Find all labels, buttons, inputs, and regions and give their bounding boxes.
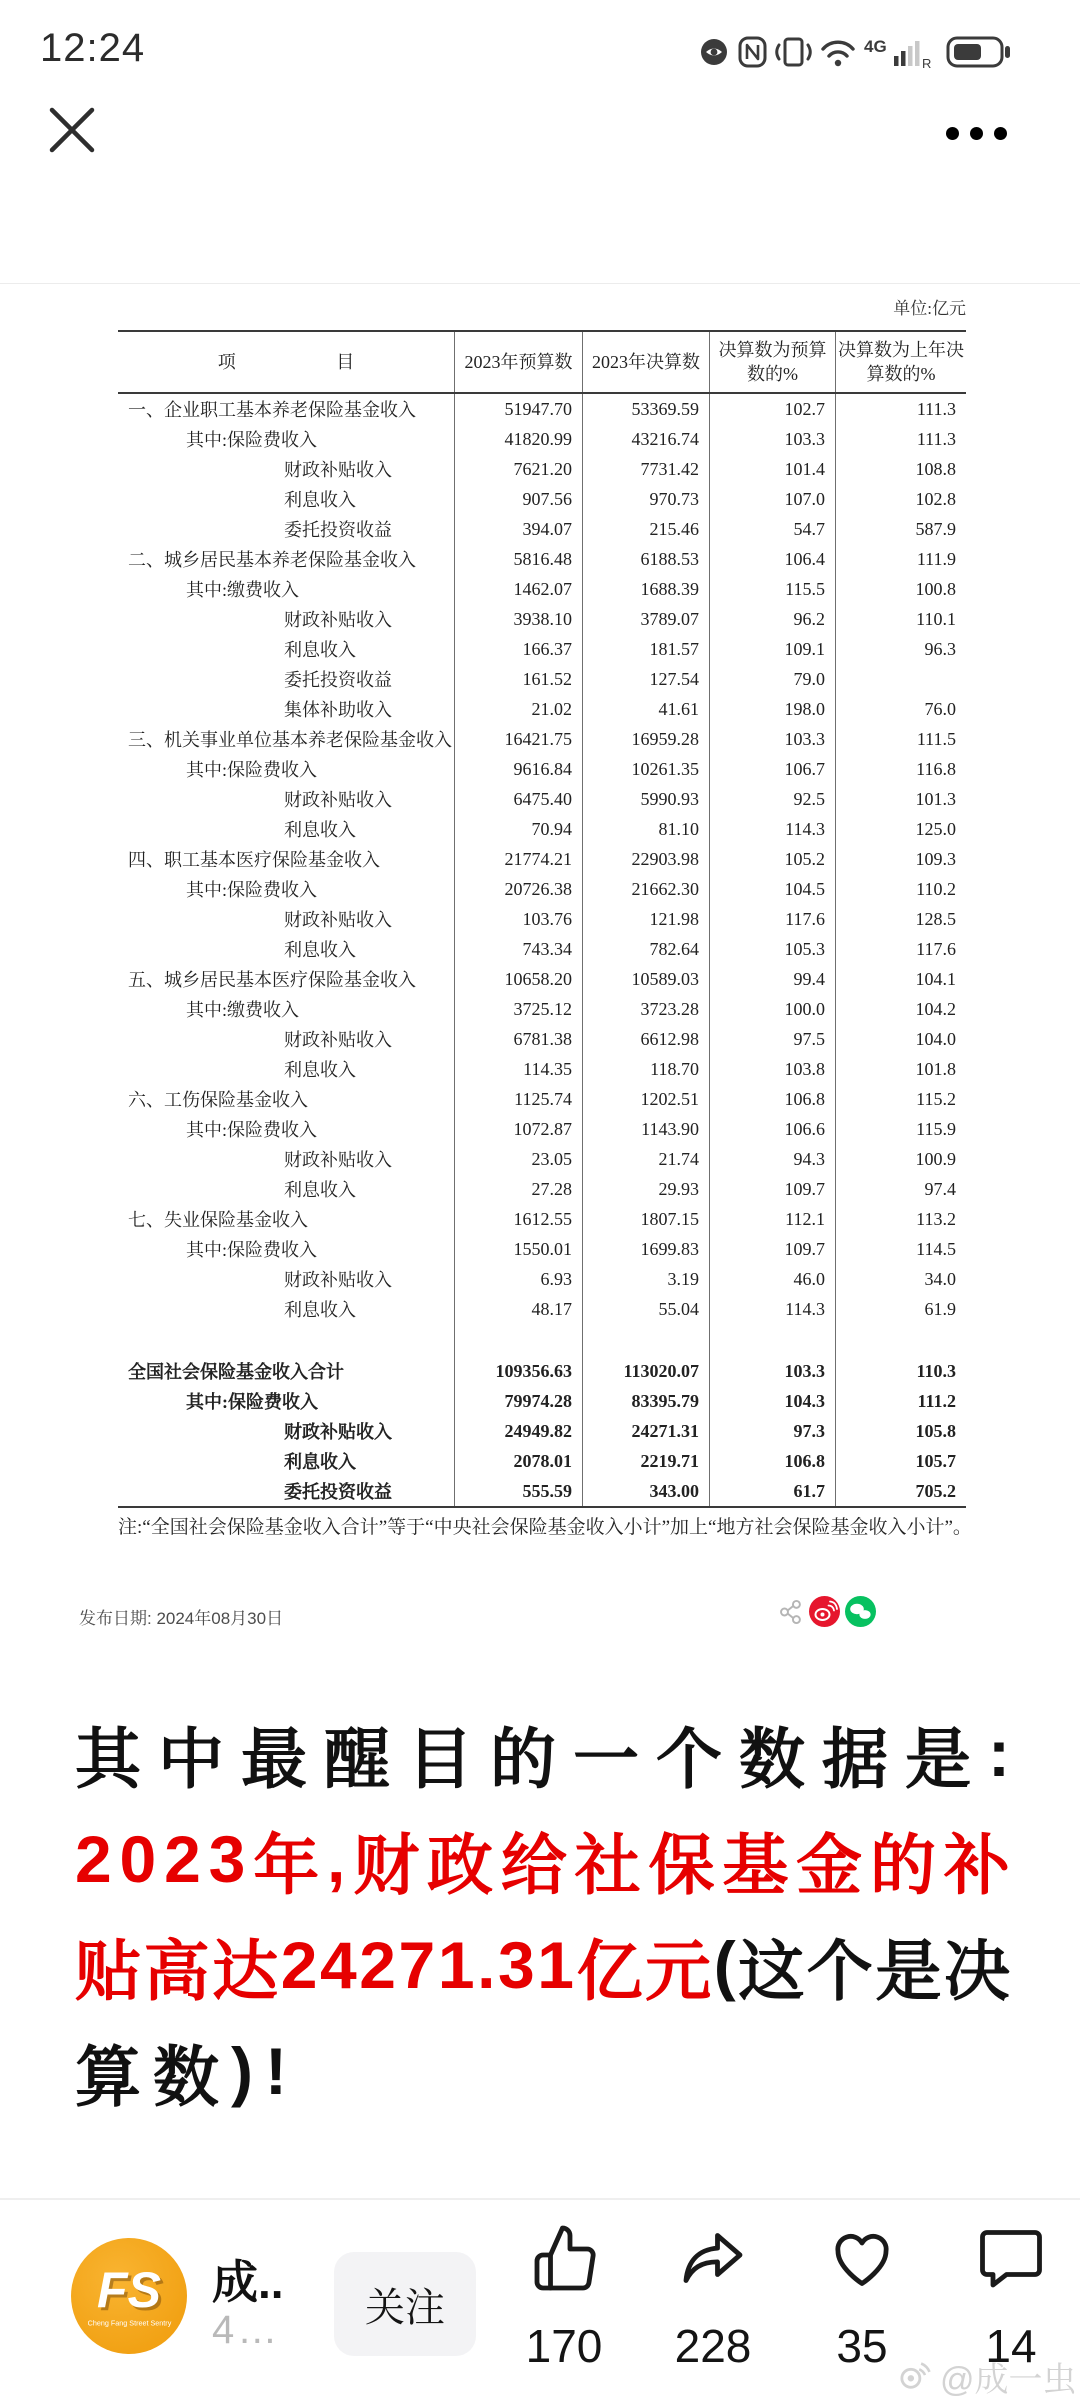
row-label: 其中:缴费收入 xyxy=(186,580,300,600)
row-label: 利息收入 xyxy=(284,940,356,960)
table-row xyxy=(118,1084,966,1114)
table-row xyxy=(118,634,966,664)
avatar[interactable] xyxy=(71,2238,187,2354)
row-value: 111.9 xyxy=(835,544,966,574)
table-row xyxy=(118,844,966,874)
row-value: 96.2 xyxy=(709,604,835,634)
row-value: 114.3 xyxy=(709,1294,835,1324)
row-value: 114.5 xyxy=(835,1234,966,1264)
engagement-bar xyxy=(505,2222,1070,2373)
row-value: 1699.83 xyxy=(582,1234,709,1264)
row-value: 51947.70 xyxy=(454,394,582,424)
table-row xyxy=(118,1386,966,1416)
column-header: 2023年决算数 xyxy=(582,332,709,392)
row-value: 118.70 xyxy=(582,1054,709,1084)
row-value: 97.4 xyxy=(835,1174,966,1204)
table-row xyxy=(118,1114,966,1144)
heart-icon xyxy=(826,2222,898,2299)
highlight-line: 贴 高 达 2 4 2 7 1 . 3 1 亿 元 ( 这 个 是 决 xyxy=(75,1928,1010,2008)
row-value: 10261.35 xyxy=(582,754,709,784)
battery-icon xyxy=(948,38,1010,66)
row-value: 115.9 xyxy=(835,1114,966,1144)
row-value: 16959.28 xyxy=(582,724,709,754)
row-value: 181.57 xyxy=(582,634,709,664)
row-value: 3789.07 xyxy=(582,604,709,634)
row-value: 103.3 xyxy=(709,424,835,454)
row-value: 1143.90 xyxy=(582,1114,709,1144)
row-label: 利息收入 xyxy=(284,640,356,660)
row-value: 23.05 xyxy=(454,1144,582,1174)
table-row xyxy=(118,514,966,544)
dot-icon xyxy=(970,127,983,140)
row-value: 215.46 xyxy=(582,514,709,544)
row-label: 财政补贴收入 xyxy=(284,1030,392,1050)
row-value: 24271.31 xyxy=(582,1416,709,1446)
row-value: 106.4 xyxy=(709,544,835,574)
share-nodes-icon[interactable] xyxy=(778,1599,804,1630)
footer-divider xyxy=(0,2198,1080,2200)
row-value: 21.74 xyxy=(582,1144,709,1174)
comment-button[interactable] xyxy=(952,2222,1070,2373)
row-value: 113.2 xyxy=(835,1204,966,1234)
row-label: 委托投资收益 xyxy=(284,670,392,690)
row-value: 111.5 xyxy=(835,724,966,754)
row-value: 970.73 xyxy=(582,484,709,514)
row-value: 6612.98 xyxy=(582,1024,709,1054)
table-row xyxy=(118,1476,966,1506)
action-count: 170 xyxy=(525,2320,603,2372)
row-value: 109.7 xyxy=(709,1174,835,1204)
row-value: 587.9 xyxy=(835,514,966,544)
table-row xyxy=(118,1294,966,1324)
row-value: 7731.42 xyxy=(582,454,709,484)
row-value: 2078.01 xyxy=(454,1446,582,1476)
table-row xyxy=(118,1446,966,1476)
row-label: 财政补贴收入 xyxy=(284,1150,392,1170)
table-row xyxy=(118,664,966,694)
row-label: 利息收入 xyxy=(284,490,356,510)
row-label: 其中:缴费收入 xyxy=(186,1000,300,1020)
row-value: 103.76 xyxy=(454,904,582,934)
table-row xyxy=(118,1234,966,1264)
row-value: 114.35 xyxy=(454,1054,582,1084)
row-value: 6475.40 xyxy=(454,784,582,814)
unit-label: 单位:亿元 xyxy=(893,299,966,318)
row-value: 115.2 xyxy=(835,1084,966,1114)
row-value: 94.3 xyxy=(709,1144,835,1174)
row-value: 103.8 xyxy=(709,1054,835,1084)
table-row xyxy=(118,1144,966,1174)
row-value: 107.0 xyxy=(709,484,835,514)
highlight-text xyxy=(75,1700,1010,2124)
row-value: 34.0 xyxy=(835,1264,966,1294)
row-value: 1550.01 xyxy=(454,1234,582,1264)
row-label: 七、失业保险基金收入 xyxy=(128,1210,308,1230)
row-label: 五、城乡居民基本医疗保险基金收入 xyxy=(128,970,416,990)
row-value: 105.7 xyxy=(835,1446,966,1476)
row-value: 6188.53 xyxy=(582,544,709,574)
signal-4g-icon xyxy=(864,37,931,71)
row-value: 3938.10 xyxy=(454,604,582,634)
row-value: 705.2 xyxy=(835,1476,966,1506)
row-value: 109.7 xyxy=(709,1234,835,1264)
highlight-line: 算 数 ) ! xyxy=(75,2034,287,2114)
thumbs-up-icon xyxy=(528,2222,600,2299)
table-row xyxy=(118,904,966,934)
row-value: 104.3 xyxy=(709,1386,835,1416)
svg-text:R: R xyxy=(922,56,932,71)
row-value: 127.54 xyxy=(582,664,709,694)
row-value: 114.3 xyxy=(709,814,835,844)
watermark xyxy=(898,2352,1077,2401)
row-value: 7621.20 xyxy=(454,454,582,484)
row-label: 委托投资收益 xyxy=(284,1482,392,1502)
row-label: 其中:保险费收入 xyxy=(186,430,318,450)
row-value: 907.56 xyxy=(454,484,582,514)
row-value: 16421.75 xyxy=(454,724,582,754)
column-header: 决算数为预算 数的% xyxy=(709,332,835,392)
row-value: 743.34 xyxy=(454,934,582,964)
share-icon-row xyxy=(778,1596,876,1632)
row-label: 其中:保险费收入 xyxy=(186,880,318,900)
eye-protection-icon xyxy=(701,39,727,65)
row-value: 109356.63 xyxy=(454,1356,582,1386)
row-value: 20726.38 xyxy=(454,874,582,904)
row-value: 106.8 xyxy=(709,1084,835,1114)
row-value: 101.3 xyxy=(835,784,966,814)
table-row xyxy=(118,1204,966,1234)
row-value: 43216.74 xyxy=(582,424,709,454)
column-header: 项 目 xyxy=(217,351,355,372)
svg-text:4G: 4G xyxy=(864,37,887,56)
row-value: 9616.84 xyxy=(454,754,582,784)
row-value: 125.0 xyxy=(835,814,966,844)
row-value: 110.3 xyxy=(835,1356,966,1386)
action-count: 14 xyxy=(985,2320,1037,2372)
row-value: 106.6 xyxy=(709,1114,835,1144)
row-value: 161.52 xyxy=(454,664,582,694)
row-value: 121.98 xyxy=(582,904,709,934)
row-value: 128.5 xyxy=(835,904,966,934)
row-value: 104.2 xyxy=(835,994,966,1024)
table-row xyxy=(118,424,966,454)
table-row xyxy=(118,1174,966,1204)
row-value: 24949.82 xyxy=(454,1416,582,1446)
row-value: 48.17 xyxy=(454,1294,582,1324)
action-count: 228 xyxy=(674,2320,752,2372)
nfc-icon xyxy=(740,38,765,66)
like-button[interactable] xyxy=(505,2222,623,2373)
budget-table xyxy=(118,330,966,1508)
row-value: 3725.12 xyxy=(454,994,582,1024)
row-label: 其中:保险费收入 xyxy=(186,1120,318,1140)
table-row xyxy=(118,784,966,814)
row-value: 101.4 xyxy=(709,454,835,484)
column-header: 决算数为上年决 算数的% xyxy=(835,332,966,392)
row-value: 1807.15 xyxy=(582,1204,709,1234)
row-value: 104.0 xyxy=(835,1024,966,1054)
row-value: 92.5 xyxy=(709,784,835,814)
table-row xyxy=(118,394,966,424)
row-label: 三、机关事业单位基本养老保险基金收入 xyxy=(128,730,452,750)
row-value: 111.2 xyxy=(835,1386,966,1416)
row-value: 100.8 xyxy=(835,574,966,604)
row-value: 6.93 xyxy=(454,1264,582,1294)
row-value: 111.3 xyxy=(835,394,966,424)
row-value: 79974.28 xyxy=(454,1386,582,1416)
row-value: 109.1 xyxy=(709,634,835,664)
more-menu-button[interactable] xyxy=(946,118,1026,148)
dot-icon xyxy=(994,127,1007,140)
row-value: 5990.93 xyxy=(582,784,709,814)
row-value: 103.3 xyxy=(709,1356,835,1386)
row-label: 财政补贴收入 xyxy=(284,910,392,930)
row-value: 105.2 xyxy=(709,844,835,874)
row-value: 111.3 xyxy=(835,424,966,454)
table-row xyxy=(118,544,966,574)
row-value: 54.7 xyxy=(709,514,835,544)
row-label: 财政补贴收入 xyxy=(284,610,392,630)
row-label: 其中:保险费收入 xyxy=(186,1240,318,1260)
row-value xyxy=(454,1324,582,1356)
row-value: 79.0 xyxy=(709,664,835,694)
avatar-caption: Cheng Fang Street Sentry xyxy=(87,2318,171,2328)
table-row xyxy=(118,1054,966,1084)
row-value: 3723.28 xyxy=(582,994,709,1024)
action-count: 35 xyxy=(836,2320,888,2372)
row-value: 41820.99 xyxy=(454,424,582,454)
column-header: 2023年预算数 xyxy=(454,332,582,392)
row-value: 102.7 xyxy=(709,394,835,424)
close-icon xyxy=(44,102,100,158)
row-value: 5816.48 xyxy=(454,544,582,574)
row-value: 1072.87 xyxy=(454,1114,582,1144)
row-label: 财政补贴收入 xyxy=(284,790,392,810)
table-row xyxy=(118,1356,966,1386)
row-value: 104.1 xyxy=(835,964,966,994)
row-label: 一、企业职工基本养老保险基金收入 xyxy=(128,400,416,420)
row-value: 55.04 xyxy=(582,1294,709,1324)
row-value: 1462.07 xyxy=(454,574,582,604)
table-note: 注:“全国社会保险基金收入合计”等于“中央社会保险基金收入小计”加上“地方社会保险基金收入小计”。 xyxy=(118,1517,972,1538)
row-value: 115.5 xyxy=(709,574,835,604)
table-row xyxy=(118,604,966,634)
weibo-logo-icon xyxy=(898,2359,934,2395)
row-value: 110.1 xyxy=(835,604,966,634)
table-spacer-row xyxy=(118,1324,966,1356)
row-label: 六、工伤保险基金收入 xyxy=(128,1090,308,1110)
row-value: 27.28 xyxy=(454,1174,582,1204)
wifi-icon xyxy=(823,42,853,66)
row-value: 117.6 xyxy=(835,934,966,964)
row-value: 198.0 xyxy=(709,694,835,724)
row-label: 财政补贴收入 xyxy=(284,460,392,480)
row-label xyxy=(118,1324,454,1356)
row-label: 利息收入 xyxy=(284,1060,356,1080)
row-value: 343.00 xyxy=(582,1476,709,1506)
table-row xyxy=(118,934,966,964)
row-value: 555.59 xyxy=(454,1476,582,1506)
row-value: 1612.55 xyxy=(454,1204,582,1234)
row-value: 61.9 xyxy=(835,1294,966,1324)
row-value: 22903.98 xyxy=(582,844,709,874)
row-value: 112.1 xyxy=(709,1204,835,1234)
image-divider xyxy=(0,283,1080,284)
clock-time: 12:24 xyxy=(40,26,146,70)
row-value: 76.0 xyxy=(835,694,966,724)
row-value: 3.19 xyxy=(582,1264,709,1294)
row-label: 集体补助收入 xyxy=(284,700,392,720)
row-label: 其中:保险费收入 xyxy=(186,760,318,780)
row-value: 108.8 xyxy=(835,454,966,484)
row-value: 105.8 xyxy=(835,1416,966,1446)
row-value xyxy=(835,664,966,694)
row-label: 全国社会保险基金收入合计 xyxy=(128,1362,344,1382)
row-value: 782.64 xyxy=(582,934,709,964)
row-value: 2219.71 xyxy=(582,1446,709,1476)
row-value: 1688.39 xyxy=(582,574,709,604)
table-row xyxy=(118,484,966,514)
status-icons xyxy=(698,28,1038,81)
highlight-line: 其 中 最 醒 目 的 一 个 数 据 是 : xyxy=(75,1716,1010,1796)
row-label: 利息收入 xyxy=(284,820,356,840)
row-value: 10658.20 xyxy=(454,964,582,994)
row-label: 四、职工基本医疗保险基金收入 xyxy=(128,850,380,870)
avatar-logo: FS xyxy=(97,2261,161,2318)
row-value: 97.3 xyxy=(709,1416,835,1446)
table-row xyxy=(118,1024,966,1054)
table-row xyxy=(118,724,966,754)
table-row xyxy=(118,814,966,844)
row-value: 106.8 xyxy=(709,1446,835,1476)
vibrate-icon xyxy=(777,39,811,65)
row-value: 102.8 xyxy=(835,484,966,514)
row-label: 委托投资收益 xyxy=(284,520,392,540)
watermark-text: @成一虫 xyxy=(940,2361,1077,2399)
row-value: 100.0 xyxy=(709,994,835,1024)
wechat-share-icon[interactable] xyxy=(845,1596,876,1632)
row-value: 110.2 xyxy=(835,874,966,904)
row-value: 166.37 xyxy=(454,634,582,664)
row-value: 41.61 xyxy=(582,694,709,724)
row-value: 116.8 xyxy=(835,754,966,784)
table-row xyxy=(118,1264,966,1294)
row-label: 利息收入 xyxy=(284,1180,356,1200)
row-value: 105.3 xyxy=(709,934,835,964)
favorite-button[interactable] xyxy=(803,2222,921,2373)
row-value: 101.8 xyxy=(835,1054,966,1084)
row-label: 财政补贴收入 xyxy=(284,1422,392,1442)
row-value: 10589.03 xyxy=(582,964,709,994)
forward-arrow-icon xyxy=(677,2222,749,2299)
row-label: 其中:保险费收入 xyxy=(186,1392,318,1412)
table-row xyxy=(118,454,966,484)
row-value: 96.3 xyxy=(835,634,966,664)
row-value: 113020.07 xyxy=(582,1356,709,1386)
row-value: 100.9 xyxy=(835,1144,966,1174)
row-value: 1125.74 xyxy=(454,1084,582,1114)
table-row xyxy=(118,574,966,604)
row-value: 1202.51 xyxy=(582,1084,709,1114)
table-row xyxy=(118,874,966,904)
comment-icon xyxy=(975,2222,1047,2299)
publish-date: 发布日期: 2024年08月30日 xyxy=(79,1609,284,1628)
weibo-share-icon[interactable] xyxy=(809,1596,840,1632)
row-value: 109.3 xyxy=(835,844,966,874)
username[interactable]: 成.. xyxy=(212,2256,284,2308)
table-header-row xyxy=(118,332,966,394)
forward-button[interactable] xyxy=(654,2222,772,2373)
row-value: 46.0 xyxy=(709,1264,835,1294)
row-value: 21774.21 xyxy=(454,844,582,874)
row-value: 6781.38 xyxy=(454,1024,582,1054)
table-row xyxy=(118,754,966,784)
follow-label: 关注 xyxy=(365,2285,445,2330)
follow-button[interactable] xyxy=(334,2252,476,2356)
row-value: 29.93 xyxy=(582,1174,709,1204)
row-value: 83395.79 xyxy=(582,1386,709,1416)
row-label: 二、城乡居民基本养老保险基金收入 xyxy=(128,550,416,570)
row-value: 21662.30 xyxy=(582,874,709,904)
row-value: 81.10 xyxy=(582,814,709,844)
row-value: 97.5 xyxy=(709,1024,835,1054)
close-button[interactable] xyxy=(44,102,100,158)
row-label: 利息收入 xyxy=(284,1300,356,1320)
row-value: 21.02 xyxy=(454,694,582,724)
dot-icon xyxy=(946,127,959,140)
row-value: 53369.59 xyxy=(582,394,709,424)
row-value: 70.94 xyxy=(454,814,582,844)
row-value xyxy=(835,1324,966,1356)
table-row xyxy=(118,964,966,994)
row-value: 103.3 xyxy=(709,724,835,754)
table-row xyxy=(118,994,966,1024)
username-subtext: 4… xyxy=(212,2308,281,2352)
row-value: 104.5 xyxy=(709,874,835,904)
row-value xyxy=(709,1324,835,1356)
row-value: 61.7 xyxy=(709,1476,835,1506)
row-value xyxy=(582,1324,709,1356)
table-row xyxy=(118,694,966,724)
row-value: 394.07 xyxy=(454,514,582,544)
highlight-line: 2 0 2 3 年 , 财 政 给 社 保 基 金 的 补 xyxy=(75,1822,1010,1902)
row-label: 利息收入 xyxy=(284,1452,356,1472)
row-value: 117.6 xyxy=(709,904,835,934)
row-label: 财政补贴收入 xyxy=(284,1270,392,1290)
row-value: 106.7 xyxy=(709,754,835,784)
row-value: 99.4 xyxy=(709,964,835,994)
table-row xyxy=(118,1416,966,1446)
